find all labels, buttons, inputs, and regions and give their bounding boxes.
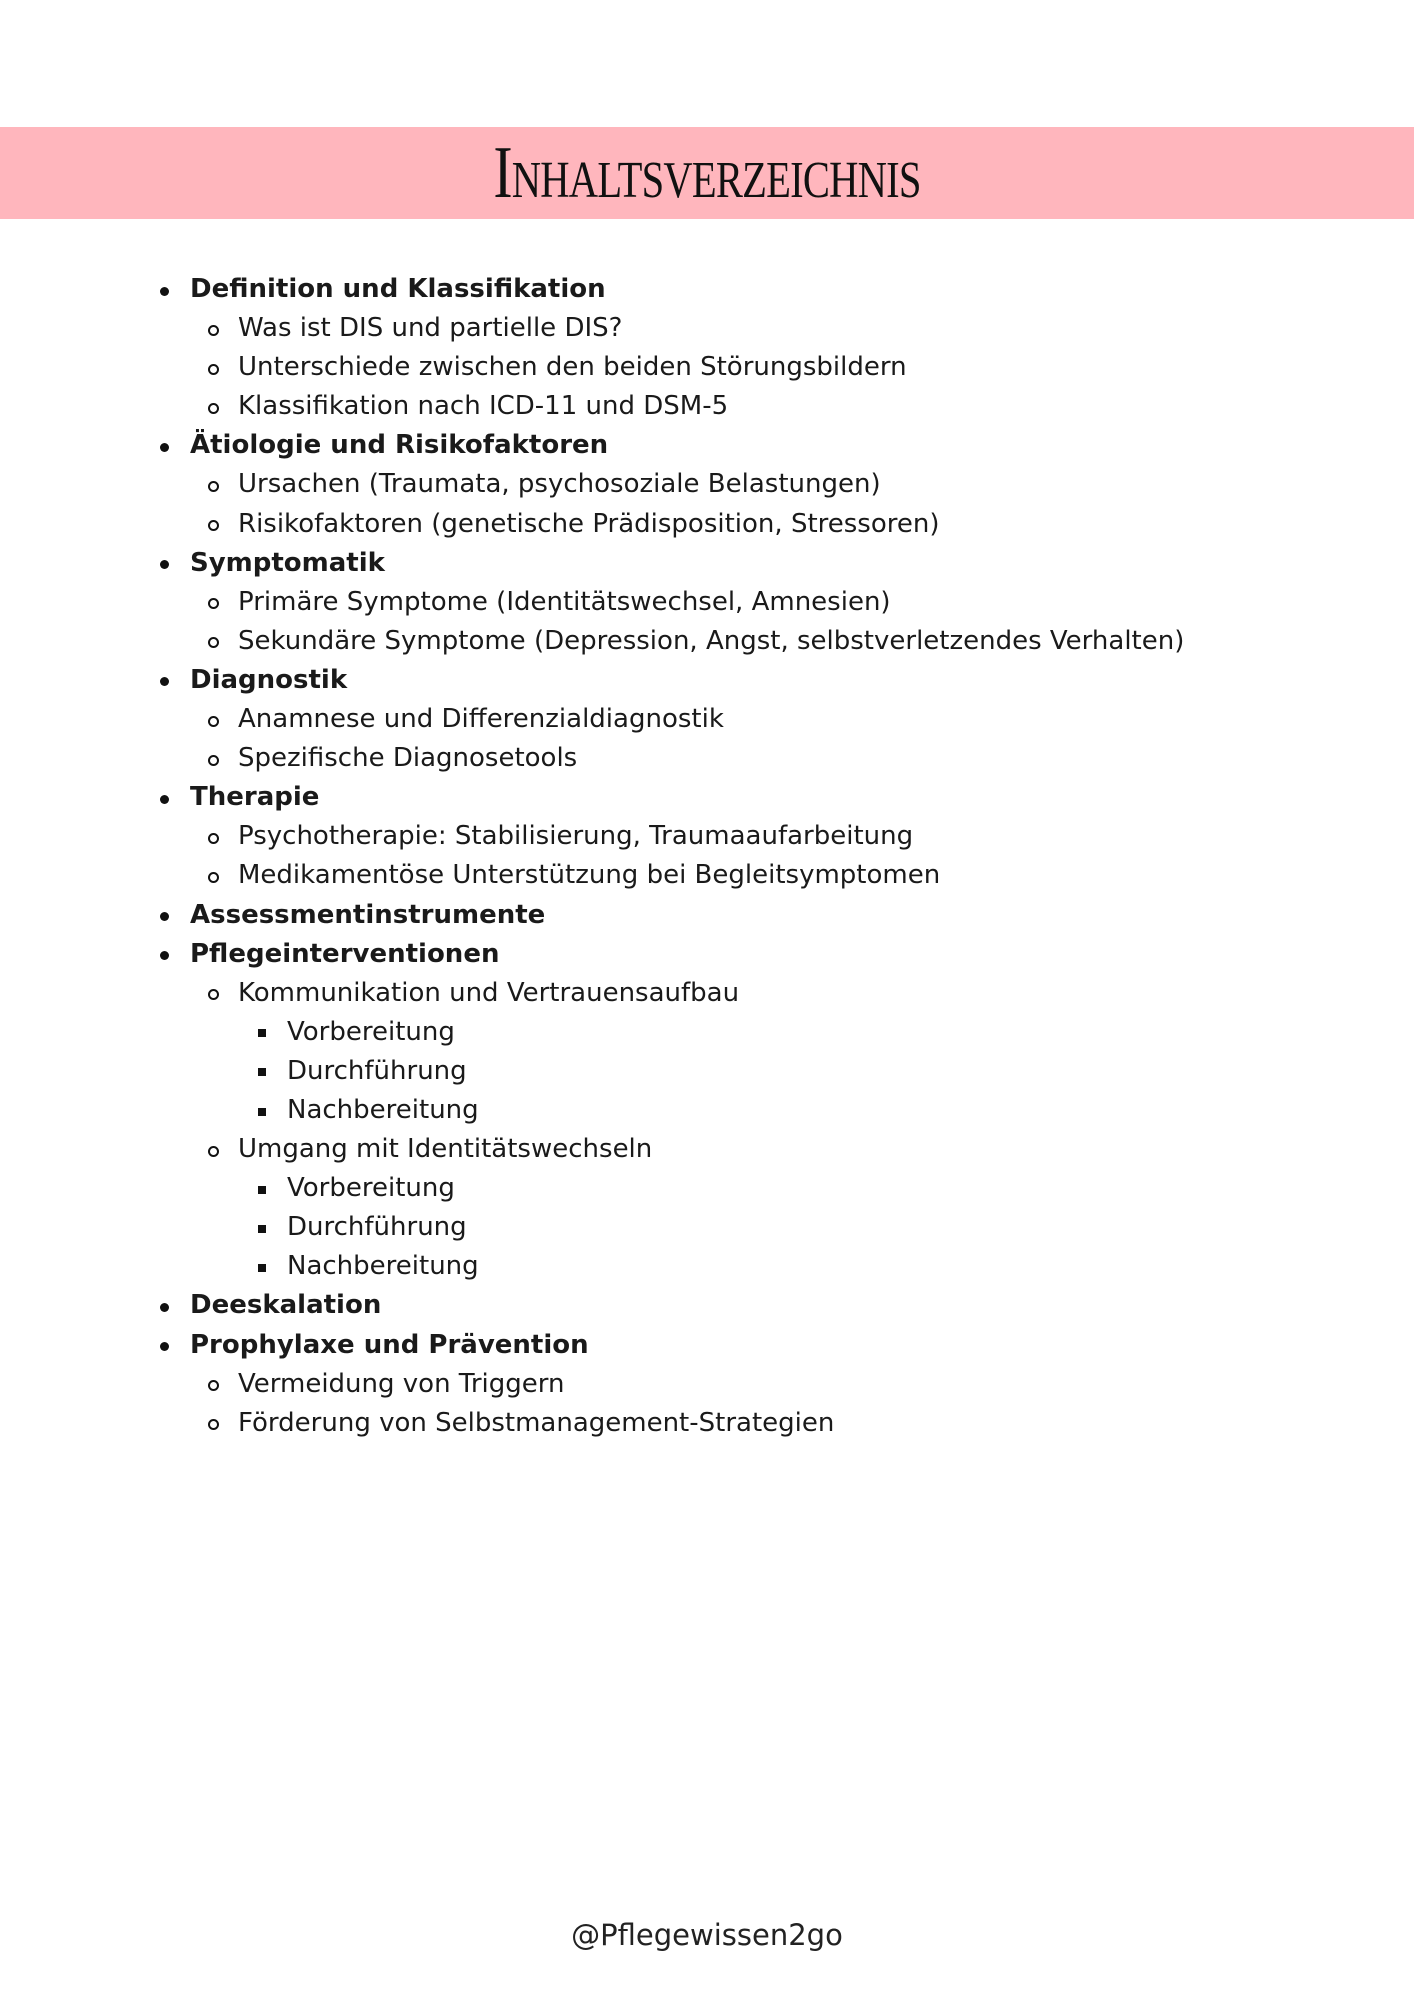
bullet-disc-icon [160,1303,169,1312]
bullet-circle-icon [208,1380,219,1391]
bullet-circle-icon [208,598,219,609]
toc-item-label: Anamnese und Differenzialdiagnostik [238,704,724,735]
toc-subsection [0,622,1414,661]
bullet-disc-icon [160,287,169,296]
toc-section [0,935,1414,974]
toc-subsection [0,465,1414,504]
toc-section [0,778,1414,817]
toc-section [0,1286,1414,1325]
toc-subsection [0,309,1414,348]
bullet-disc-icon [160,677,169,686]
toc-item-label: Durchführung [287,1212,467,1243]
toc-item-label: Psychotherapie: Stabilisierung, Traumaaufarbeitung [238,821,914,852]
toc-item-label: Unterschiede zwischen den beiden Störungsbildern [238,352,907,383]
bullet-circle-icon [208,481,219,492]
toc-subsection [0,856,1414,895]
bullet-circle-icon [208,989,219,1000]
toc-section [0,544,1414,583]
toc-item-label: Prophylaxe und Prävention [190,1329,589,1360]
toc-subsection [0,505,1414,544]
toc-item-label: Durchführung [287,1055,467,1086]
bullet-square-icon [258,1029,266,1037]
bullet-circle-icon [208,364,219,375]
bullet-circle-icon [208,325,219,336]
table-of-contents [0,270,1414,1443]
toc-item-label: Assessmentinstrumente [190,899,546,930]
toc-item-label: Diagnostik [190,664,348,695]
bullet-disc-icon [160,951,169,960]
toc-item-label: Nachbereitung [287,1094,479,1125]
toc-subsection [0,348,1414,387]
bullet-circle-icon [208,1146,219,1157]
toc-item-label: Vorbereitung [287,1016,455,1047]
toc-subsection [0,387,1414,426]
toc-item-label: Risikofaktoren (genetische Prädisposition, Stressoren) [238,508,940,539]
bullet-circle-icon [208,403,219,414]
toc-subitem [0,1208,1414,1247]
bullet-disc-icon [160,1342,169,1351]
bullet-circle-icon [208,833,219,844]
toc-section [0,896,1414,935]
title-banner [0,127,1414,219]
toc-subitem [0,1052,1414,1091]
page-title: Inhaltsverzeichnis [493,132,921,214]
toc-item-label: Definition und Klassifikation [190,274,606,304]
bullet-square-icon [258,1068,266,1076]
toc-subitem [0,1169,1414,1208]
toc-item-label: Ursachen (Traumata, psychosoziale Belastungen) [238,469,881,500]
bullet-square-icon [258,1108,266,1116]
toc-item-label: Ätiologie und Risikofaktoren [190,430,609,461]
toc-item-label: Kommunikation und Vertrauensaufbau [238,977,740,1008]
toc-subsection [0,1130,1414,1169]
toc-item-label: Umgang mit Identitätswechseln [238,1134,653,1165]
bullet-circle-icon [208,1419,219,1430]
toc-subitem [0,1247,1414,1286]
toc-subsection [0,817,1414,856]
bullet-circle-icon [208,872,219,883]
toc-section [0,426,1414,465]
bullet-square-icon [258,1264,266,1272]
toc-item-label: Klassifikation nach ICD-11 und DSM-5 [238,391,729,422]
toc-subsection [0,1365,1414,1404]
bullet-circle-icon [208,637,219,648]
bullet-square-icon [258,1225,266,1233]
bullet-disc-icon [160,912,169,921]
toc-section [0,1326,1414,1365]
toc-section [0,270,1414,309]
toc-item-label: Vermeidung von Triggern [238,1368,565,1399]
toc-item-label: Vorbereitung [287,1173,455,1204]
bullet-circle-icon [208,716,219,727]
bullet-square-icon [258,1186,266,1194]
toc-item-label: Nachbereitung [287,1251,479,1282]
bullet-disc-icon [160,795,169,804]
toc-item-label: Symptomatik [190,547,385,578]
toc-item-label: Förderung von Selbstmanagement-Strategien [238,1407,835,1438]
toc-subitem [0,1013,1414,1052]
toc-item-label: Medikamentöse Unterstützung bei Begleitsymptomen [238,860,941,891]
bullet-disc-icon [160,443,169,452]
toc-item-label: Spezifische Diagnosetools [238,743,578,774]
toc-item-label: Therapie [190,782,320,813]
toc-subsection [0,583,1414,622]
toc-item-label: Sekundäre Symptome (Depression, Angst, selbstverletzendes Verhalten) [238,625,1185,656]
toc-section [0,661,1414,700]
bullet-circle-icon [208,520,219,531]
toc-subsection [0,1404,1414,1443]
toc-subsection [0,700,1414,739]
toc-item-label: Pflegeinterventionen [190,938,500,969]
bullet-disc-icon [160,560,169,569]
toc-subsection [0,739,1414,778]
toc-item-label: Deeskalation [190,1290,382,1321]
toc-item-label: Was ist DIS und partielle DIS? [238,313,623,344]
bullet-circle-icon [208,755,219,766]
toc-item-label: Primäre Symptome (Identitätswechsel, Amnesien) [238,586,891,617]
footer-handle: @Pflegewissen2go [571,1918,843,1952]
toc-subsection [0,974,1414,1013]
toc-subitem [0,1091,1414,1130]
